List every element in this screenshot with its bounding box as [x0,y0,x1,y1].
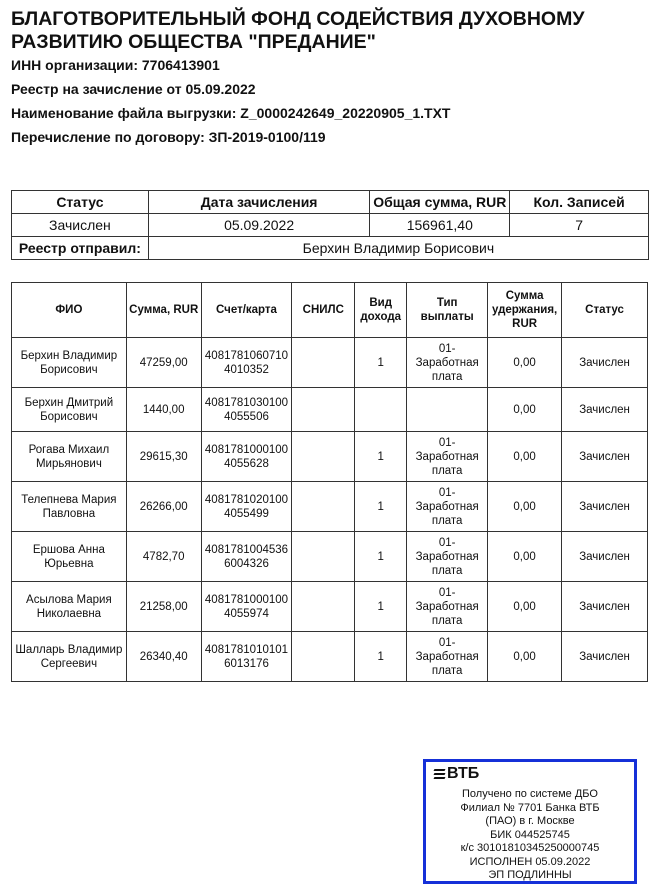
sender-label: Реестр отправил: [12,237,149,260]
payment-type-cell: 01-Заработная плата [407,632,488,682]
organization-title: БЛАГОТВОРИТЕЛЬНЫЙ ФОНД СОДЕЙСТВИЯ ДУХОВНОМУ РАЗВИТИЮ ОБЩЕСТВА "ПРЕДАНИЕ" [11,8,585,53]
column-header-account: Счет/карта [201,283,292,338]
bank-stamp [423,759,637,884]
sum-cell: 26266,00 [126,482,201,532]
sender-name: Берхин Владимир Борисович [148,237,648,260]
withholding-cell: 0,00 [488,338,562,388]
payment-type-cell: 01-Заработная плата [407,338,488,388]
summary-status: Зачислен [12,214,149,237]
table-row [12,432,648,482]
stamp-line: ИСПОЛНЕН 05.09.2022 [469,855,591,868]
status-cell: Зачислен [562,338,648,388]
withholding-cell: 0,00 [488,388,562,432]
status-cell: Зачислен [562,532,648,582]
column-header-payment-type: Тип выплаты [407,283,488,338]
table-row [12,582,648,632]
stamp-line: Получено по системе ДБО [462,788,598,800]
table-row [12,532,648,582]
account-cell: 40817810607104010352 [201,338,292,388]
inn-line: ИНН организации: 7706413901 [11,57,220,73]
withholding-cell: 0,00 [488,632,562,682]
column-header-status: Статус [562,283,648,338]
summary-header-date: Дата зачисления [148,191,370,214]
income-kind-cell [355,388,407,432]
column-header-income-kind: Вид дохода [355,283,407,338]
stamp-line: к/с 30101810345250000745 [460,842,600,854]
account-cell: 40817810045366004326 [201,532,292,582]
fio-cell: Берхин Дмитрий Борисович [12,388,127,432]
registry-line: Реестр на зачисление от 05.09.2022 [11,81,256,97]
status-cell: Зачислен [562,632,648,682]
column-header-fio: ФИО [12,283,127,338]
income-kind-cell: 1 [355,632,407,682]
summary-header-count: Кол. Записей [510,191,649,214]
fio-cell: Берхин Владимир Борисович [12,338,127,388]
stamp-line: ЭП ПОДЛИННЫ [488,869,572,881]
summary-header-status: Статус [12,191,149,214]
withholding-cell: 0,00 [488,582,562,632]
payment-type-cell: 01-Заработная плата [407,432,488,482]
account-cell: 40817810201004055499 [201,482,292,532]
sum-cell: 29615,30 [126,432,201,482]
stamp-line: Филиал № 7701 Банка ВТБ [460,801,600,814]
snils-cell [292,532,355,582]
account-cell: 40817810301004055506 [201,388,292,432]
income-kind-cell: 1 [355,338,407,388]
table-row [12,482,648,532]
status-cell: Зачислен [562,388,648,432]
vtb-logo-text: ВТБ [447,765,480,783]
summary-total: 156961,40 [370,214,510,237]
sum-cell: 47259,00 [126,338,201,388]
summary-header-total: Общая сумма, RUR [370,191,510,214]
withholding-cell: 0,00 [488,432,562,482]
account-cell: 40817810001004055628 [201,432,292,482]
stamp-line: БИК 044525745 [490,828,570,841]
table-row [12,632,648,682]
income-kind-cell: 1 [355,432,407,482]
withholding-cell: 0,00 [488,482,562,532]
income-kind-cell: 1 [355,582,407,632]
vtb-logo-icon [434,767,445,781]
sum-cell: 21258,00 [126,582,201,632]
column-header-sum: Сумма, RUR [126,283,201,338]
vtb-logo [434,767,479,781]
summary-count: 7 [510,214,649,237]
fio-cell: Ершова Анна Юрьевна [12,532,127,582]
account-cell: 40817810101016013176 [201,632,292,682]
sum-cell: 26340,40 [126,632,201,682]
income-kind-cell: 1 [355,482,407,532]
payment-type-cell: 01-Заработная плата [407,482,488,532]
sum-cell: 1440,00 [126,388,201,432]
column-header-snils: СНИЛС [292,283,355,338]
summary-table [11,190,649,260]
withholding-cell: 0,00 [488,532,562,582]
fio-cell: Телепнева Мария Павловна [12,482,127,532]
table-row [12,338,648,388]
snils-cell [292,582,355,632]
sum-cell: 4782,70 [126,532,201,582]
file-name-line: Наименование файла выгрузки: Z_0000242649_20220905_1.TXT [11,105,451,121]
stamp-text [426,788,634,883]
table-row [12,388,648,432]
snils-cell [292,432,355,482]
status-cell: Зачислен [562,482,648,532]
status-cell: Зачислен [562,432,648,482]
status-cell: Зачислен [562,582,648,632]
snils-cell [292,388,355,432]
snils-cell [292,482,355,532]
document-header [11,8,651,154]
payment-type-cell: 01-Заработная плата [407,532,488,582]
column-header-withholding: Сумма удержания, RUR [488,283,562,338]
payment-type-cell [407,388,488,432]
snils-cell [292,632,355,682]
fio-cell: Шалларь Владимир Сергеевич [12,632,127,682]
summary-date: 05.09.2022 [148,214,370,237]
account-cell: 40817810001004055974 [201,582,292,632]
payments-table [11,282,648,682]
snils-cell [292,338,355,388]
stamp-line: (ПАО) в г. Москве [485,815,575,827]
fio-cell: Асылова Мария Николаевна [12,582,127,632]
contract-line: Перечисление по договору: ЗП-2019-0100/119 [11,129,326,145]
fio-cell: Рогава Михаил Мирьянович [12,432,127,482]
payment-type-cell: 01-Заработная плата [407,582,488,632]
income-kind-cell: 1 [355,532,407,582]
